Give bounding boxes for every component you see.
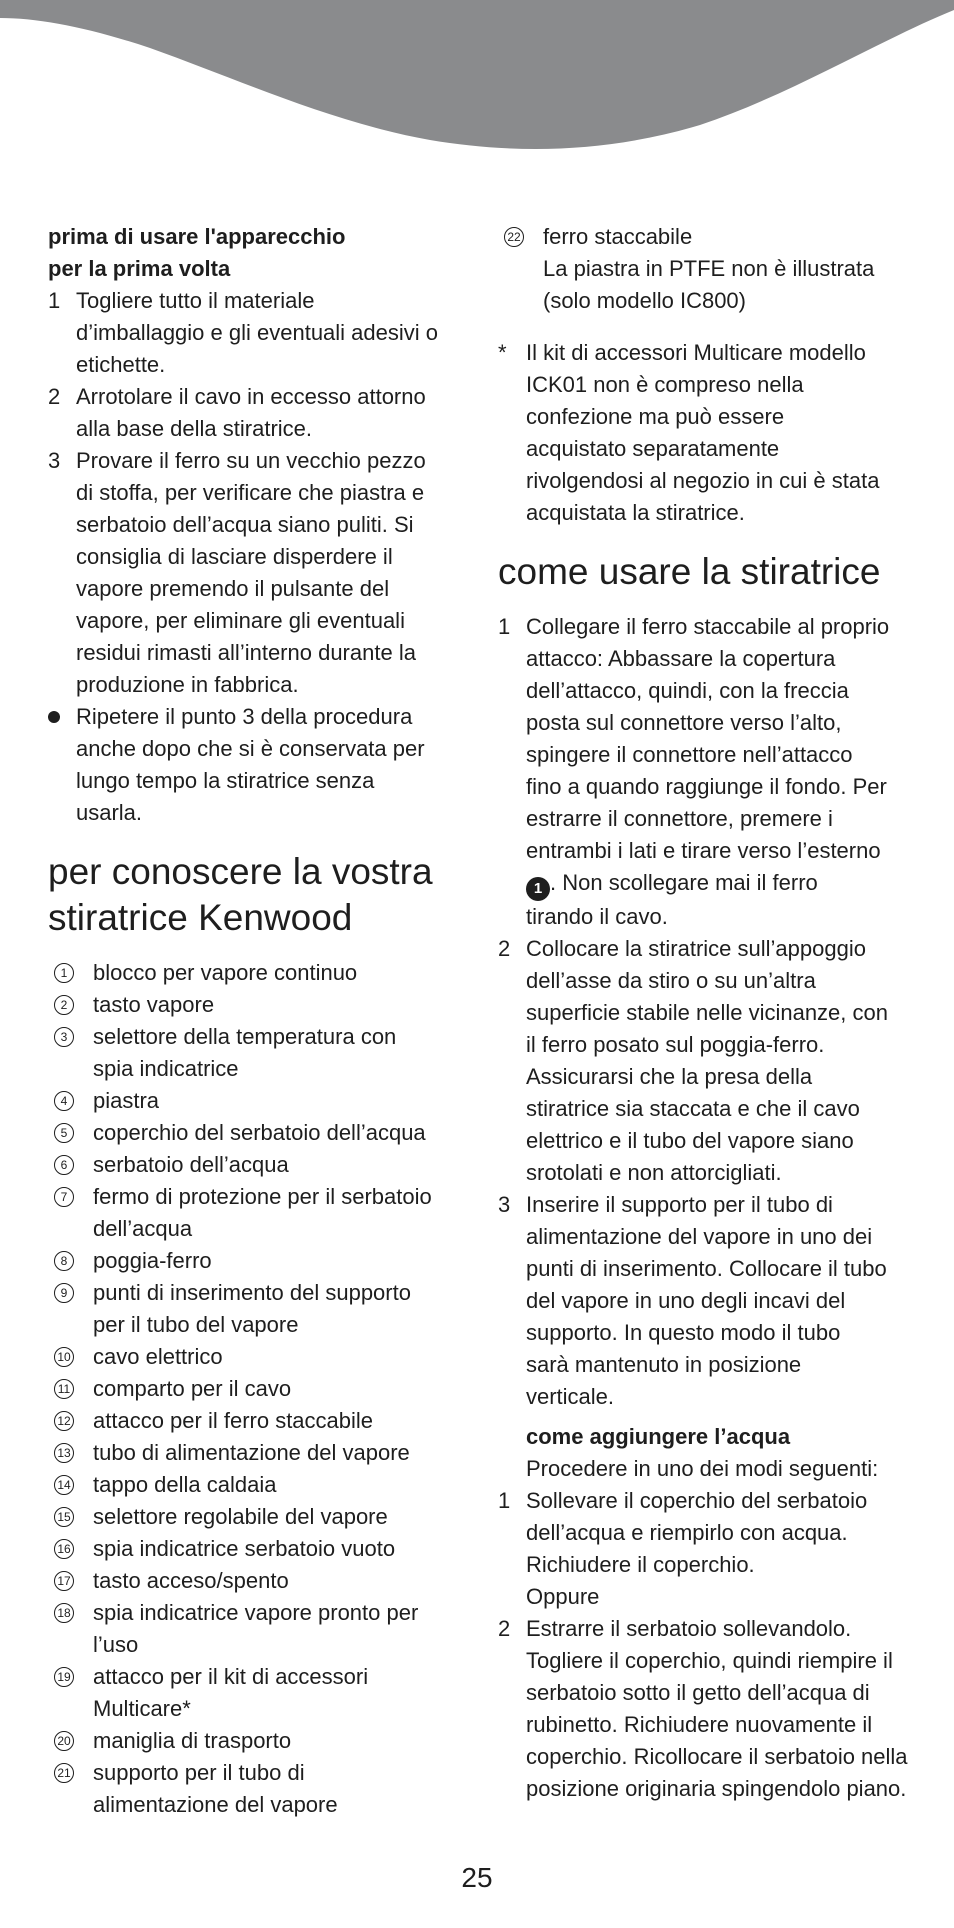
part-line: La piastra in PTFE non è illustrata — [543, 256, 875, 281]
step-line: srotolati e non attorcigliati. — [526, 1160, 782, 1185]
right-column — [498, 221, 918, 1805]
step-line: dell’acqua e riempirlo con acqua. — [526, 1520, 848, 1545]
first-use-heading-line: prima di usare l'apparecchio — [48, 224, 346, 249]
part-number-circle: 12 — [54, 1411, 74, 1431]
step-line: Togliere il coperchio, quindi riempire il — [526, 1648, 893, 1673]
part-item — [48, 1757, 468, 1821]
part-item — [48, 1661, 468, 1725]
part-item — [48, 1021, 468, 1085]
part-line: selettore della temperatura con — [93, 1024, 397, 1049]
part-line: dell’acqua — [93, 1216, 193, 1241]
step-number: 3 — [498, 1192, 511, 1217]
step-line: di stoffa, per verificare che piastra e — [76, 480, 425, 505]
footnote-line: Il kit di accessori Multicare modello — [526, 340, 866, 365]
step-line: stiratrice sia staccata e che il cavo — [526, 1096, 860, 1121]
bullet-note — [48, 701, 468, 829]
step-number: 2 — [48, 384, 61, 409]
water-step — [498, 1485, 918, 1613]
step-line: tirando il cavo. — [526, 904, 668, 929]
part-line: coperchio del serbatoio dell’acqua — [93, 1120, 426, 1145]
bullet-line: Ripetere il punto 3 della procedura — [76, 704, 413, 729]
step-number: 1 — [48, 288, 61, 313]
step-line: alla base della stiratrice. — [76, 416, 313, 441]
part-number-circle: 17 — [54, 1571, 74, 1591]
use-step — [498, 933, 918, 1189]
part-item — [498, 221, 918, 317]
step-line: elettrico e il tubo del vapore siano — [526, 1128, 854, 1153]
part-line: tasto vapore — [93, 992, 215, 1017]
header-wave-shape — [0, 0, 954, 149]
part-number-circle: 14 — [54, 1475, 74, 1495]
water-intro: Procedere in uno dei modi seguenti: — [526, 1456, 879, 1481]
step-line: serbatoio dell’acqua siano puliti. Si — [76, 512, 414, 537]
first-use-step — [48, 285, 468, 381]
know-heading-line: per conoscere la vostra — [48, 851, 433, 892]
part-line: spia indicatrice vapore pronto per — [93, 1600, 419, 1625]
step-number: 2 — [498, 1616, 511, 1641]
part-item — [48, 1245, 468, 1277]
step-line: dell’asse da stiro o su un’altra — [526, 968, 816, 993]
part-item — [48, 1725, 468, 1757]
first-use-step — [48, 445, 468, 701]
first-use-heading — [48, 221, 468, 285]
step-line: punti di inserimento. Collocare il tubo — [526, 1256, 887, 1281]
part-line: tasto acceso/spento — [93, 1568, 289, 1593]
step-line: verticale. — [526, 1384, 615, 1409]
step-line: supporto. In questo modo il tubo — [526, 1320, 841, 1345]
part-item — [48, 1181, 468, 1245]
part-number-circle: 10 — [54, 1347, 74, 1367]
footnote-line: acquistata la stiratrice. — [526, 500, 745, 525]
step-number: 1 — [498, 614, 511, 639]
part-number-circle: 8 — [54, 1251, 74, 1271]
step-line: posta sul connettore verso l’alto, — [526, 710, 842, 735]
part-line: spia indicatrice serbatoio vuoto — [93, 1536, 396, 1561]
step-number: 1 — [498, 1488, 511, 1513]
figure-reference-icon: 1 — [526, 877, 550, 901]
part-line: Multicare* — [93, 1696, 191, 1721]
step-line — [526, 867, 918, 901]
part-line: supporto per il tubo di — [93, 1760, 305, 1785]
part-number-circle: 22 — [504, 227, 524, 247]
step-line: d’imballaggio e gli eventuali adesivi o — [76, 320, 439, 345]
step-line: Richiudere il coperchio. — [526, 1552, 755, 1577]
part-number-circle: 1 — [54, 963, 74, 983]
part-item — [48, 1405, 468, 1437]
step-line: residui rimasti all’interno durante la — [76, 640, 416, 665]
parts-list — [48, 957, 468, 1821]
bullet-dot-icon — [48, 711, 60, 723]
step-line: attacco: Abbassare la copertura — [526, 646, 836, 671]
step-text-after-ref: . Non scollegare mai il ferro — [550, 870, 818, 895]
water-heading: come aggiungere l’acqua — [526, 1424, 791, 1449]
part-item — [48, 1437, 468, 1469]
part-line: serbatoio dell’acqua — [93, 1152, 289, 1177]
part-line: cavo elettrico — [93, 1344, 223, 1369]
step-line: superficie stabile nelle vicinanze, con — [526, 1000, 888, 1025]
bullet-line: usarla. — [76, 800, 143, 825]
part-number-circle: 7 — [54, 1187, 74, 1207]
footnote-line: rivolgendosi al negozio in cui è stata — [526, 468, 880, 493]
part-item — [48, 1341, 468, 1373]
step-line: consiglia di lasciare disperdere il — [76, 544, 393, 569]
step-line: spingere il connettore nell’attacco — [526, 742, 853, 767]
part-line: comparto per il cavo — [93, 1376, 292, 1401]
part-item — [48, 1565, 468, 1597]
step-line: vapore, per eliminare gli eventuali — [76, 608, 405, 633]
footnote-line: acquistato separatamente — [526, 436, 780, 461]
part-number-circle: 6 — [54, 1155, 74, 1175]
step-line: alimentazione del vapore in uno dei — [526, 1224, 873, 1249]
step-line: Togliere tutto il materiale — [76, 288, 315, 313]
step-line: rubinetto. Richiudere nuovamente il — [526, 1712, 873, 1737]
step-number: 2 — [498, 936, 511, 961]
left-column — [48, 221, 468, 1821]
step-line: fino a quando raggiunge il fondo. Per — [526, 774, 887, 799]
step-line: Estrarre il serbatoio sollevandolo. — [526, 1616, 852, 1641]
bullet-line: anche dopo che si è conservata per — [76, 736, 425, 761]
step-line: dell’attacco, quindi, con la freccia — [526, 678, 849, 703]
part-number-circle: 21 — [54, 1763, 74, 1783]
step-line: Collocare la stiratrice sull’appoggio — [526, 936, 866, 961]
part-line: fermo di protezione per il serbatoio — [93, 1184, 432, 1209]
footnote-line: ICK01 non è compreso nella — [526, 372, 804, 397]
use-step — [498, 611, 918, 933]
step-line: coperchio. Ricollocare il serbatoio nella — [526, 1744, 908, 1769]
part-line: blocco per vapore continuo — [93, 960, 358, 985]
step-line: del vapore in uno degli incavi del — [526, 1288, 846, 1313]
part-number-circle: 11 — [54, 1379, 74, 1399]
step-line: vapore premendo il pulsante del — [76, 576, 390, 601]
part-line: piastra — [93, 1088, 160, 1113]
use-step — [498, 1189, 918, 1413]
step-line: posizione originaria spingendolo piano. — [526, 1776, 907, 1801]
step-line: Arrotolare il cavo in eccesso attorno — [76, 384, 426, 409]
bullet-line: lungo tempo la stiratrice senza — [76, 768, 375, 793]
step-line: Collegare il ferro staccabile al proprio — [526, 614, 890, 639]
step-line: etichette. — [76, 352, 166, 377]
part-line: maniglia di trasporto — [93, 1728, 292, 1753]
footnote-mark: * — [498, 340, 507, 365]
step-line: il ferro posato sul poggia-ferro. — [526, 1032, 825, 1057]
water-step — [498, 1613, 918, 1805]
part-line: poggia-ferro — [93, 1248, 212, 1273]
step-line: Sollevare il coperchio del serbatoio — [526, 1488, 868, 1513]
part-number-circle: 3 — [54, 1027, 74, 1047]
step-number: 3 — [48, 448, 61, 473]
part-line: l’uso — [93, 1632, 139, 1657]
first-use-heading-line: per la prima volta — [48, 256, 231, 281]
step-line: serbatoio sotto il getto dell’acqua di — [526, 1680, 870, 1705]
part-line: tubo di alimentazione del vapore — [93, 1440, 410, 1465]
part-item — [48, 989, 468, 1021]
part-line: tappo della caldaia — [93, 1472, 277, 1497]
water-section-heading-block — [498, 1421, 918, 1485]
part-item — [48, 1469, 468, 1501]
step-line: entrambi i lati e tirare verso l’esterno — [526, 838, 881, 863]
part-line: (solo modello IC800) — [543, 288, 746, 313]
part-line: punti di inserimento del supporto — [93, 1280, 411, 1305]
part-item — [48, 1597, 468, 1661]
part-item — [48, 1501, 468, 1533]
know-heading-line: stiratrice Kenwood — [48, 897, 353, 938]
step-line: produzione in fabbrica. — [76, 672, 299, 697]
first-use-step — [48, 381, 468, 445]
part-item — [48, 1117, 468, 1149]
part-number-circle: 20 — [54, 1731, 74, 1751]
step-line: Assicurarsi che la presa della — [526, 1064, 813, 1089]
use-heading: come usare la stiratrice — [498, 551, 881, 592]
part-number-circle: 5 — [54, 1123, 74, 1143]
part-item — [48, 1277, 468, 1341]
part-number-circle: 18 — [54, 1603, 74, 1623]
part-number-circle: 13 — [54, 1443, 74, 1463]
part-item — [48, 957, 468, 989]
footnote-line: confezione ma può essere — [526, 404, 785, 429]
part-line: alimentazione del vapore — [93, 1792, 338, 1817]
page-number: 25 — [461, 1862, 493, 1893]
part-item — [48, 1373, 468, 1405]
part-line: ferro staccabile — [543, 224, 693, 249]
part-number-circle: 4 — [54, 1091, 74, 1111]
part-line: selettore regolabile del vapore — [93, 1504, 388, 1529]
footnote — [498, 337, 918, 529]
part-line: attacco per il ferro staccabile — [93, 1408, 374, 1433]
part-number-circle: 15 — [54, 1507, 74, 1527]
part-item — [48, 1149, 468, 1181]
part-item — [48, 1085, 468, 1117]
step-line: estrarre il connettore, premere i — [526, 806, 833, 831]
part-number-circle: 2 — [54, 995, 74, 1015]
step-line: Provare il ferro su un vecchio pezzo — [76, 448, 426, 473]
step-line: Inserire il supporto per il tubo di — [526, 1192, 833, 1217]
part-line: attacco per il kit di accessori — [93, 1664, 369, 1689]
part-number-circle: 16 — [54, 1539, 74, 1559]
part-number-circle: 9 — [54, 1283, 74, 1303]
header-wave-graphic — [0, 0, 954, 160]
step-line: Oppure — [526, 1584, 600, 1609]
part-number-circle: 19 — [54, 1667, 74, 1687]
part-item — [48, 1533, 468, 1565]
step-line: sarà mantenuto in posizione — [526, 1352, 802, 1377]
part-line: per il tubo del vapore — [93, 1312, 299, 1337]
part-line: spia indicatrice — [93, 1056, 239, 1081]
